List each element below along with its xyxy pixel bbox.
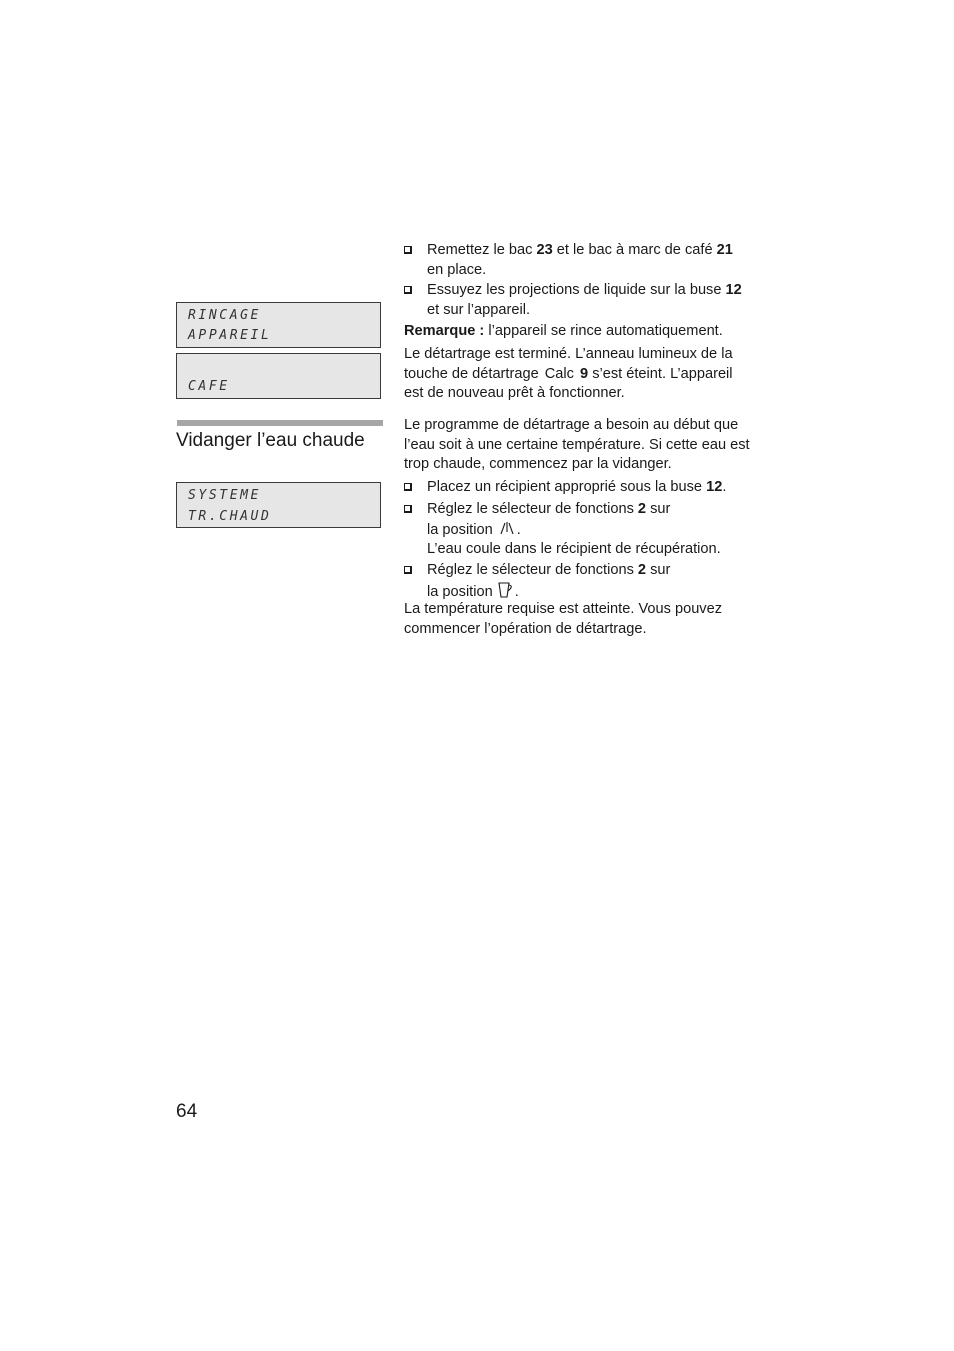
calc-label: Calc [544, 365, 574, 382]
section-heading: Vidanger l’eau chaude [176, 430, 365, 451]
paragraph: Le détartrage est terminé. L’anneau lumineux de la touche de détartrage Calc 9 s’est éteint. L’appareil est de nouveau prêt à fonctionner. [404, 346, 733, 402]
lcd-display-system [176, 482, 381, 528]
lcd-line-1: RINCAGE [188, 308, 261, 323]
checkbox-icon [404, 566, 412, 574]
lcd-display-rinsing [176, 302, 381, 348]
section-rule [177, 420, 383, 426]
lcd-line-2: CAFE [188, 379, 230, 394]
steam-icon [497, 520, 517, 537]
lcd-display-coffee [176, 353, 381, 399]
cup-icon [497, 581, 515, 599]
checkbox-icon [404, 246, 412, 254]
checkbox-icon [404, 286, 412, 294]
remark: Remarque : l’appareil se rince automatiquement. [404, 323, 723, 339]
paragraph: La température requise est atteinte. Vous pouvez commencer l’opération de détartrage. [404, 601, 723, 637]
checkbox-icon [404, 483, 412, 491]
lcd-line-2: TR.CHAUD [188, 509, 272, 524]
lcd-line-1: SYSTEME [188, 488, 261, 503]
checkbox-icon [404, 505, 412, 513]
lcd-line-2: APPAREIL [188, 328, 272, 343]
paragraph: Le programme de détartrage a besoin au début que l’eau soit à une certaine température. Si cette eau est trop chaude, commencez par la vidanger. [404, 417, 750, 473]
page-number: 64 [176, 1101, 198, 1122]
